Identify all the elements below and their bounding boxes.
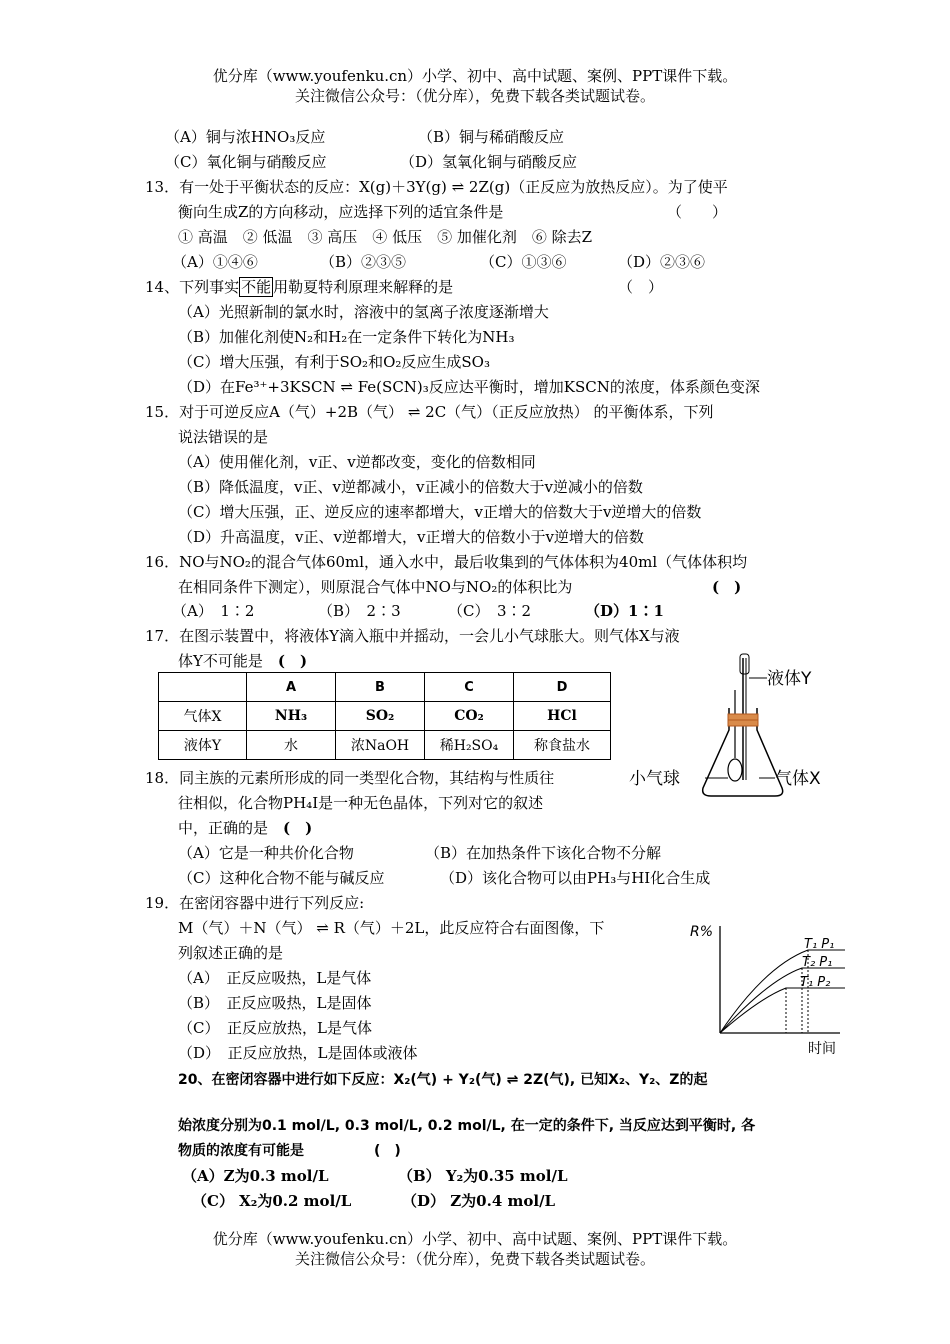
q12-option-d: （D）氢氧化铜与硝酸反应 — [400, 153, 578, 171]
table-cell: 液体Y — [159, 731, 247, 760]
q14-option-b: （B）加催化剂使N₂和H₂在一定条件下转化为NH₃ — [178, 328, 515, 346]
small-balloon — [728, 759, 742, 781]
q18-option-b: （B）在加热条件下该化合物不分解 — [425, 844, 662, 862]
curve-label-t1-p2: T₁ P₂ — [800, 975, 831, 990]
table-header-a: A — [247, 673, 336, 702]
q15-option-d: （D）升高温度，v正、v逆都增大，v正增大的倍数小于v逆增大的倍数 — [178, 528, 644, 546]
q17-answer-paren: ( ) — [277, 652, 308, 670]
table-header-b: B — [336, 673, 425, 702]
q15-stem-line-2: 说法错误的是 — [178, 428, 269, 446]
q14-option-a: （A）光照新制的氯水时，溶液中的氢离子浓度逐渐增大 — [178, 303, 549, 321]
q20-stem-line-3 — [178, 1141, 401, 1161]
q12-option-c: （C）氧化铜与硝酸反应 — [165, 153, 327, 171]
q18-option-d: （D）该化合物可以由PH₃与HI化合生成 — [440, 869, 711, 887]
q19-option-b: （B） 正反应吸热，L是固体 — [178, 994, 372, 1012]
q13-stem-line-1: 13．有一处于平衡状态的反应：X(g)＋3Y(g) ⇌ 2Z(g)（正反应为放热反应）。为了使平 — [145, 178, 728, 196]
table-cell — [159, 673, 247, 702]
header-line-2: 关注微信公众号：（优分库），免费下载各类试题试卷。 — [294, 87, 655, 105]
gas-x-label: 气体X — [775, 769, 821, 789]
curve-t1-p2 — [720, 988, 845, 1033]
curve-label-t2-p1: T₂ P₁ — [802, 955, 833, 970]
dropper-bulb — [740, 654, 749, 674]
q13-option-b: （B）②③⑤ — [320, 253, 407, 271]
q19-stem-line-1: 19．在密闭容器中进行下列反应: — [145, 894, 365, 912]
q18-option-c: （C）这种化合物不能与碱反应 — [178, 869, 385, 887]
q19-option-a: （A） 正反应吸热，L是气体 — [178, 969, 372, 987]
q19-option-c: （C） 正反应放热，L是气体 — [178, 1019, 372, 1037]
table-cell: 气体X — [159, 702, 247, 731]
q18-stem-line-2: 往相似，化合物PH₄I是一种无色晶体，下列对它的叙述 — [178, 794, 544, 812]
q20-stem-line-1: 20、在密闭容器中进行如下反应：X₂(气) + Y₂(气) ⇌ 2Z(气), 已知X₂、Y₂、Z的起 — [178, 1072, 708, 1088]
q17-stem-line-2 — [178, 651, 307, 671]
q14-answer-paren: （ ） — [618, 278, 664, 296]
q20-stem-text: 物质的浓度有可能是 — [178, 1143, 304, 1159]
balloon-label: 小气球 — [629, 769, 680, 789]
footer-line-1: 优分库（www.youfenku.cn）小学、初中、高中试题、案例、PPT课件下载。 — [212, 1230, 738, 1248]
table-cell: HCl — [514, 702, 611, 731]
q18-answer-paren: ( ) — [283, 819, 313, 837]
q16-option-b: （B） 2∶3 — [318, 602, 401, 620]
q14-stem — [145, 277, 453, 297]
q16-option-d: （D）1∶1 — [585, 602, 664, 620]
q15-option-c: （C）增大压强，正、逆反应的速率都增大，v正增大的倍数大于v逆增大的倍数 — [178, 503, 702, 521]
q13-option-a: （A）①④⑥ — [172, 253, 258, 271]
table-cell: 称食盐水 — [514, 731, 611, 760]
q18-option-a: （A）它是一种共价化合物 — [178, 844, 354, 862]
liquid-y-label: 液体Y — [767, 669, 812, 689]
q15-option-b: （B）降低温度，v正、v逆都减小，v正减小的倍数大于v逆减小的倍数 — [178, 478, 643, 496]
q16-option-c: （C） 3∶2 — [448, 602, 532, 620]
table-cell: 稀H₂SO₄ — [425, 731, 514, 760]
q14-option-c: （C）增大压强，有利于SO₂和O₂反应生成SO₃ — [178, 353, 490, 371]
q19-stem-line-3: 列叙述正确的是 — [178, 944, 284, 962]
table-row — [159, 702, 611, 731]
q13-option-c: （C）①③⑥ — [480, 253, 567, 271]
footer-line-2: 关注微信公众号：（优分库），免费下载各类试题试卷。 — [294, 1250, 655, 1268]
table-header-c: C — [425, 673, 514, 702]
q13-option-d: （D）②③⑥ — [618, 253, 706, 271]
q20-answer-paren: ( ) — [374, 1143, 401, 1159]
q15-stem-line-1: 15．对于可逆反应A（气）+2B（气） ⇌ 2C（气）（正反应放热） 的平衡体系，下列 — [145, 403, 714, 421]
table-header-d: D — [514, 673, 611, 702]
q17-apparatus-figure — [625, 650, 840, 815]
table-row — [159, 673, 611, 702]
q13-answer-paren: （ ） — [667, 203, 728, 221]
q18-stem-line-1: 18．同主族的元素所形成的同一类型化合物，其结构与性质往 — [145, 769, 555, 787]
table-cell: 浓NaOH — [336, 731, 425, 760]
q17-stem-text: 体Y不可能是 — [178, 652, 263, 670]
q18-stem-text: 中，正确的是 — [178, 819, 269, 837]
q14-stem-post: 用勒夏特利原理来解释的是 — [273, 278, 454, 296]
q17-stem-line-1: 17．在图示装置中，将液体Y滴入瓶中并摇动，一会儿小气球胀大。则气体X与液 — [145, 627, 680, 645]
q17-table — [158, 672, 611, 760]
q20-option-b: （B） Y₂为0.35 mol/L — [398, 1167, 568, 1185]
graph-x-label: 时间 — [808, 1041, 836, 1057]
q19-graph — [690, 918, 855, 1063]
q20-option-d: （D） Z为0.4 mol/L — [402, 1192, 556, 1210]
q19-option-d: （D） 正反应放热，L是固体或液体 — [178, 1044, 418, 1062]
header-line-1: 优分库（www.youfenku.cn）小学、初中、高中试题、案例、PPT课件下载。 — [212, 67, 738, 85]
q14-boxed-word: 不能 — [241, 278, 272, 296]
q13-stem-line-2: 衡向生成Z的方向移动，应选择下列的适宜条件是 — [178, 203, 504, 221]
table-cell: CO₂ — [425, 702, 514, 731]
q18-stem-line-3 — [178, 818, 312, 838]
q16-answer-paren: ( ) — [712, 578, 742, 596]
q16-option-a: （A） 1∶2 — [172, 602, 255, 620]
table-cell: NH₃ — [247, 702, 336, 731]
q14-option-d: （D）在Fe³⁺+3KSCN ⇌ Fe(SCN)₃反应达平衡时，增加KSCN的浓度，体系颜色变深 — [178, 378, 760, 396]
table-cell: SO₂ — [336, 702, 425, 731]
graph-y-label: R% — [690, 924, 714, 940]
q16-stem-line-2: 在相同条件下测定），则原混合气体中NO与NO₂的体积比为 — [178, 578, 573, 596]
q12-option-b: （B）铜与稀硝酸反应 — [418, 128, 565, 146]
table-cell: 水 — [247, 731, 336, 760]
q19-stem-line-2: M（气）＋N（气） ⇌ R（气）＋2L，此反应符合右面图像，下 — [178, 919, 605, 937]
table-row — [159, 731, 611, 760]
q14-stem-pre: 14、下列事实 — [145, 278, 240, 296]
q16-stem-line-1: 16．NO与NO₂的混合气体60ml，通入水中，最后收集到的气体体积为40ml（气体体积均 — [145, 553, 748, 571]
q20-option-c: （C） X₂为0.2 mol/L — [192, 1192, 352, 1210]
q13-conditions: ① 高温 ② 低温 ③ 高压 ④ 低压 ⑤ 加催化剂 ⑥ 除去Z — [178, 228, 593, 246]
q15-option-a: （A）使用催化剂，v正、v逆都改变，变化的倍数相同 — [178, 453, 536, 471]
q12-option-a: （A）铜与浓HNO₃反应 — [165, 128, 326, 146]
q20-option-a: （A）Z为0.3 mol/L — [182, 1167, 329, 1185]
curve-label-t1-p1: T₁ P₁ — [804, 937, 835, 952]
q20-stem-line-2: 始浓度分别为0.1 mol/L, 0.3 mol/L, 0.2 mol/L, 在一定的条件下, 当反应达到平衡时, 各 — [178, 1118, 756, 1134]
